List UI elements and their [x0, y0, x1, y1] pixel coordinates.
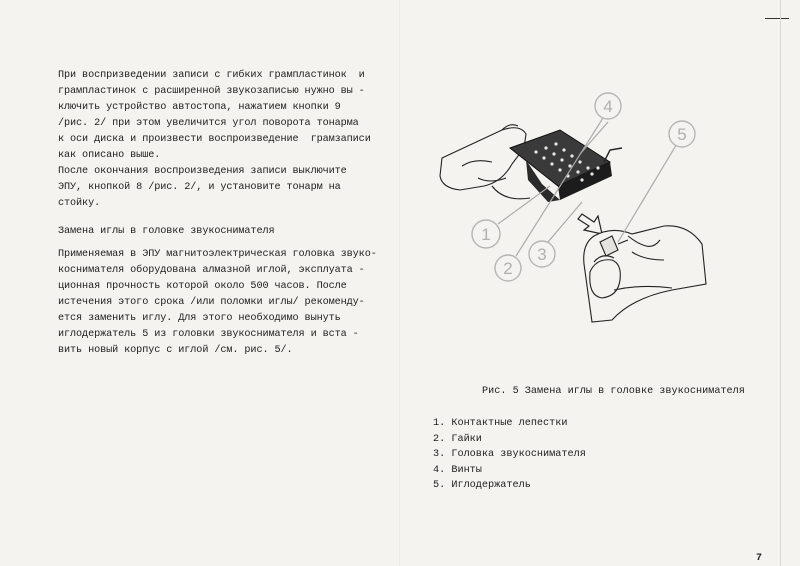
- text-line: ключить устройство автостопа, нажатием кнопки 9: [58, 102, 341, 113]
- page-fold: [399, 0, 401, 566]
- text-line: При воспризведении записи с гибких грампластинок и: [58, 70, 365, 81]
- figure-caption: Рис. 5 Замена иглы в головке звукоснимателя: [482, 386, 745, 397]
- text-line: После окончания воспроизведения записи выключите: [58, 166, 347, 177]
- legend-item: 1. Контактные лепестки: [433, 418, 568, 429]
- text-line: ется заменить иглу. Для этого необходимо вынуть: [58, 313, 341, 324]
- text-line: к оси диска и произвести воспроизведение грамзаписи: [58, 134, 371, 145]
- removal-arrow: [578, 214, 602, 234]
- callout-label-1: 1: [481, 225, 491, 244]
- page-edge: [780, 0, 781, 566]
- paragraph-needle-replacement: [58, 247, 377, 359]
- parts-legend: [433, 416, 586, 494]
- legend-item: 3. Головка звукоснимателя: [433, 449, 586, 460]
- legend-item: 2. Гайки: [433, 433, 482, 445]
- text-line: ционная прочность которой около 500 часов. После: [58, 281, 347, 292]
- text-line: как описано выше.: [58, 150, 161, 161]
- right-hand-illustration: [584, 226, 706, 322]
- text-line: стойку.: [58, 198, 101, 209]
- corner-mark: [765, 18, 789, 19]
- text-line: иглодержатель 5 из головки звукоснимателя и вста -: [58, 329, 359, 340]
- callout-label-3: 3: [537, 245, 547, 264]
- paragraph-playback: [58, 68, 370, 212]
- text-line: /рис. 2/ при этом увеличится угол поворота тонарма: [58, 118, 359, 129]
- page-number: 7: [756, 553, 763, 564]
- legend-item: 5. Иглодержатель: [433, 480, 531, 491]
- text-line: коснимателя оборудована алмазной иглой, эксплуата -: [58, 265, 365, 276]
- callout-label-4: 4: [603, 97, 613, 116]
- text-line: вить новый корпус с иглой /см. рис. 5/.: [58, 345, 293, 356]
- text-line: ЭПУ, кнопкой 8 /рис. 2/, и установите тонарм на: [58, 182, 341, 193]
- callout-label-2: 2: [503, 259, 513, 278]
- left-hand-illustration: [440, 125, 530, 199]
- text-line: Применяемая в ЭПУ магнитоэлектрическая головка звуко-: [58, 249, 377, 260]
- text-line: истечения этого срока /или поломки иглы/ рекоменду-: [58, 297, 365, 308]
- figure-needle-replacement: [432, 84, 732, 324]
- left-page-text: [58, 68, 377, 359]
- text-line: грампластинок с расширенной звукозаписью нужно вы -: [58, 86, 365, 97]
- section-heading: Замена иглы в головке звукоснимателя: [58, 226, 275, 237]
- callout-label-5: 5: [677, 125, 687, 144]
- legend-item: 4. Винты: [433, 464, 482, 476]
- cartridge-head-illustration: [510, 130, 622, 202]
